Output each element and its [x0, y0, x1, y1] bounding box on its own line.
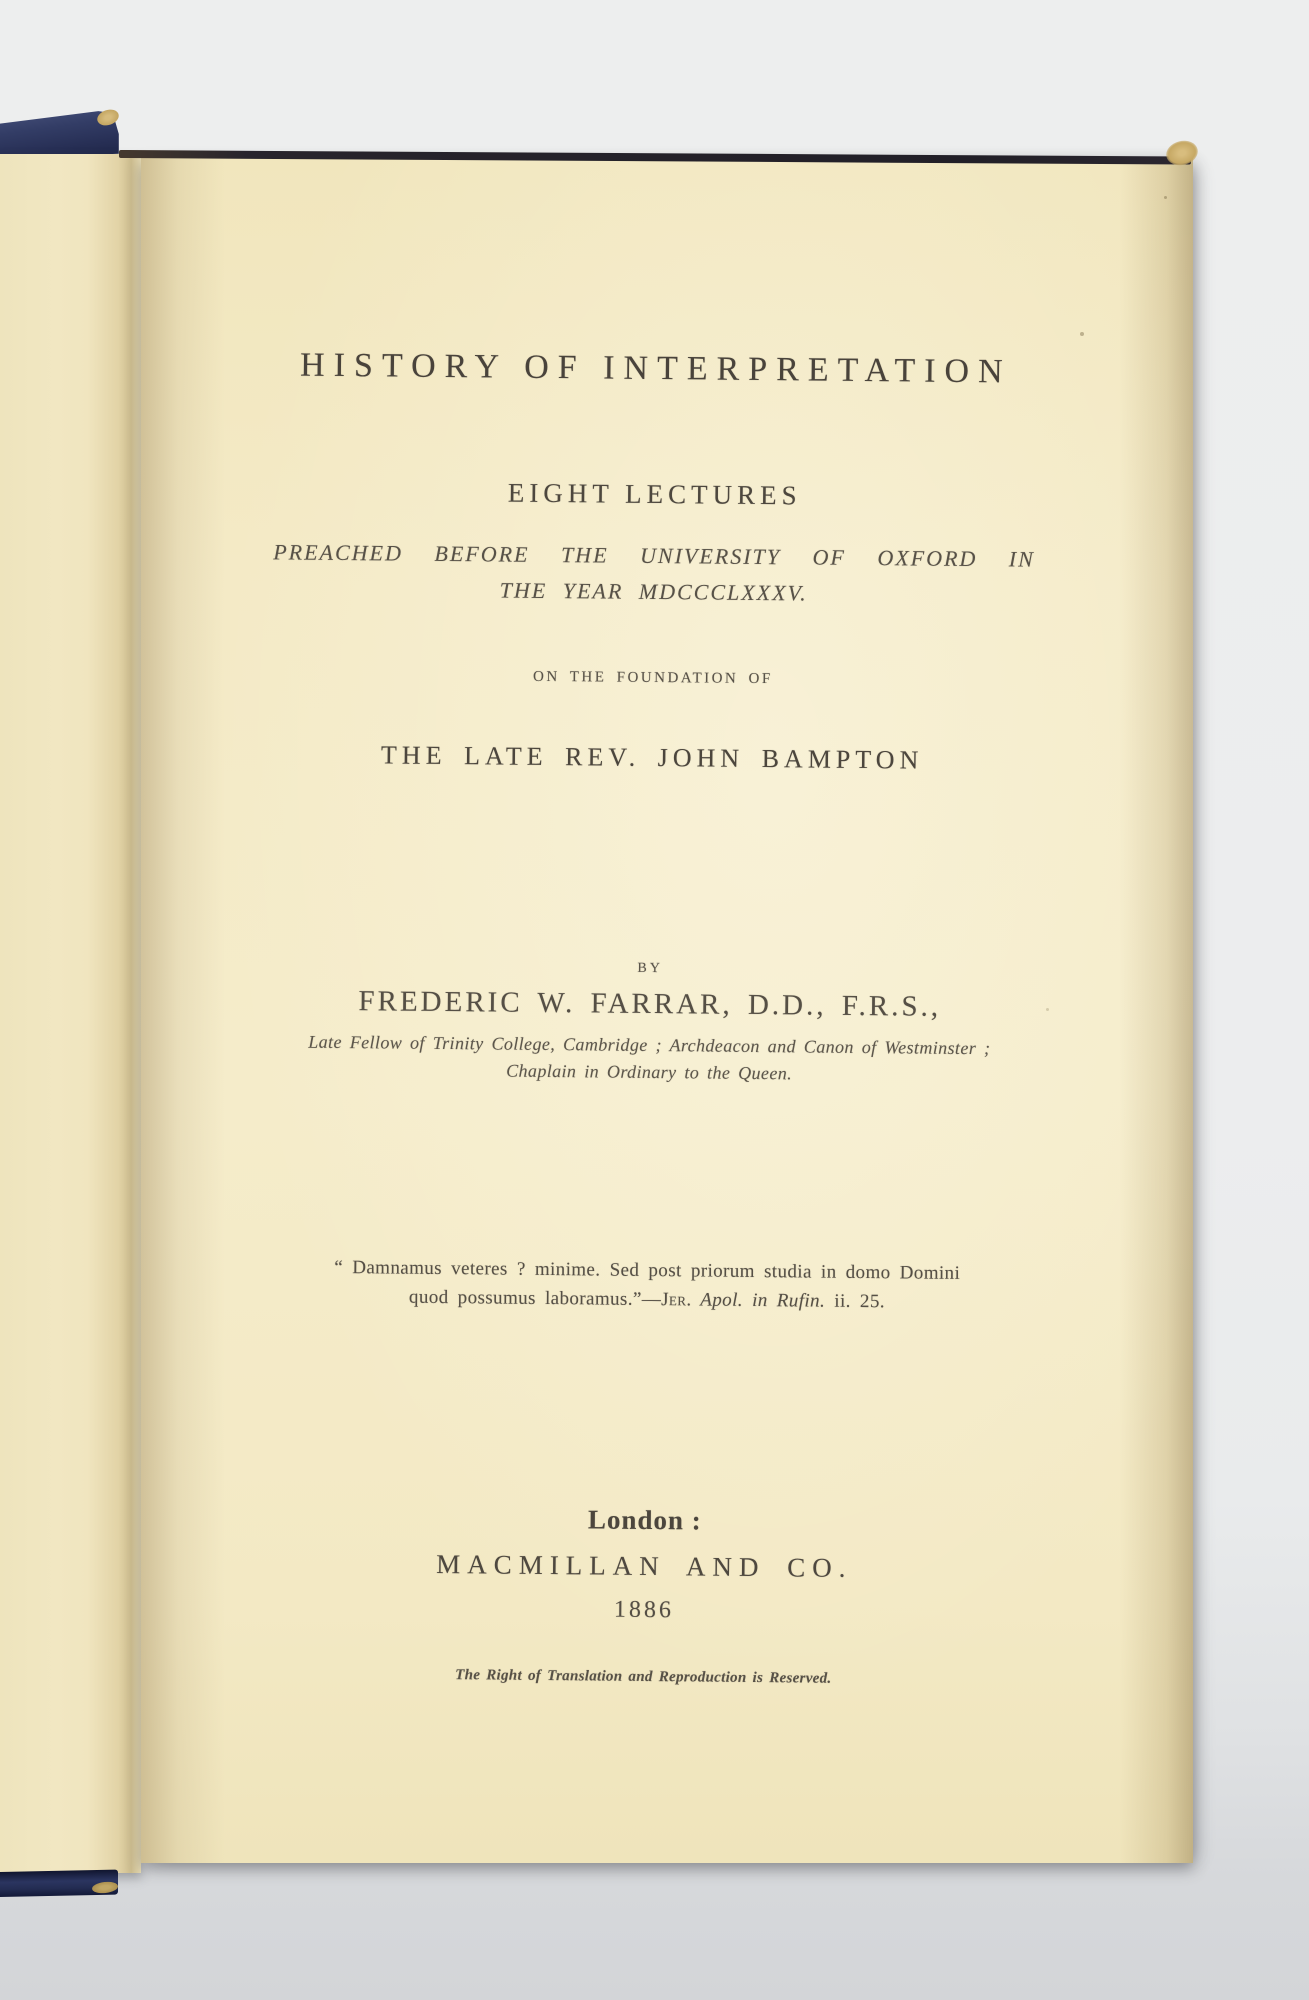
book-subtitle: EIGHT LECTURES [507, 477, 802, 511]
book-title: HISTORY OF INTERPRETATION [299, 346, 1012, 391]
occasion-line-1: PREACHED BEFORE THE UNIVERSITY OF OXFORD IN [273, 539, 1035, 572]
rights-notice: The Right of Translation and Reproduction is Reserved. [455, 1667, 832, 1687]
author-name: FREDERIC W. FARRAR, D.D., F.R.S., [358, 985, 942, 1023]
paper-speck [1164, 196, 1167, 199]
epigraph-reference: ii. 25. [825, 1290, 886, 1313]
publisher-name: MACMILLAN AND CO. [436, 1548, 853, 1583]
paper-speck [1080, 332, 1084, 336]
author-credentials-line-1: Late Fellow of Trinity College, Cambridge ; Archdeacon and Canon of Westminster ; [308, 1031, 991, 1059]
title-page [141, 157, 1193, 1863]
epigraph-quote-end: quod possumus laboramus.”— [408, 1286, 662, 1311]
epigraph-source-work: Apol. in Rufin. [691, 1289, 826, 1312]
by-label: BY [637, 960, 663, 977]
paper-speck [1046, 1008, 1049, 1011]
epigraph-source-name: Jer. [661, 1289, 692, 1311]
author-credentials-line-2: Chaplain in Ordinary to the Queen. [506, 1060, 793, 1084]
publication-year: 1886 [613, 1596, 675, 1624]
foundation-label: ON THE FOUNDATION OF [533, 668, 773, 688]
epigraph-line-2 [132, 1285, 1162, 1314]
imprint-city: London : [587, 1504, 702, 1536]
left-page-edge [0, 154, 141, 1873]
founder-name: THE LATE REV. JOHN BAMPTON [380, 740, 924, 775]
epigraph-line-1: “ Damnamus veteres ? minime. Sed post priorum studia in domo Domini [334, 1256, 961, 1284]
title-page-text [127, 152, 1173, 1868]
occasion-line-2: THE YEAR MDCCCLXXXV. [499, 577, 808, 606]
